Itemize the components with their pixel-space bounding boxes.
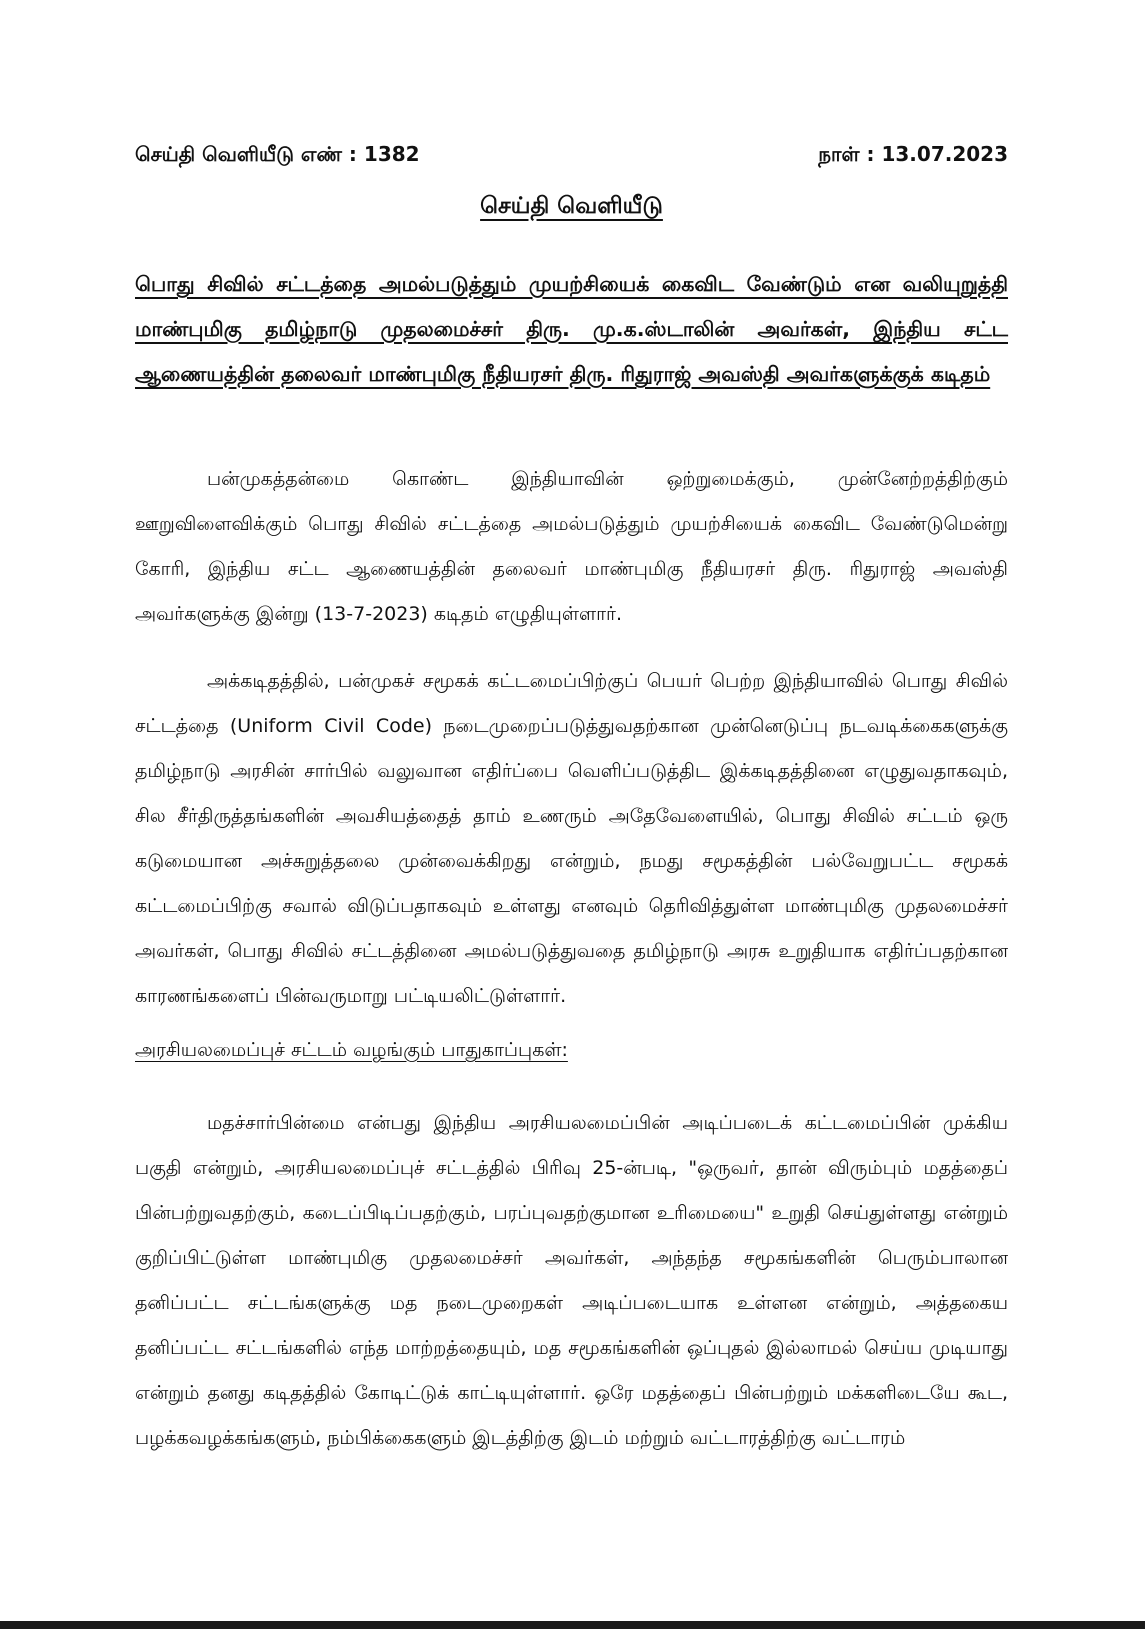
paragraph-3: மதச்சார்பின்மை என்பது இந்திய அரசியலமைப்பின் அடிப்படைக் கட்டமைப்பின் முக்கிய பகுதி என்றும், அரசியலமைப்புச் சட்டத்தில் பிரிவு 25-ன்படி, "ஒருவர், தான் விரும்பும் மதத்தைப் பின்பற்றுவதற்கும், கடைப்பிடிப்பதற்கும், பரப்புவதற்குமான உரிமையை" உறுதி செய்துள்ளது என்றும் குறிப்பிட்டுள்ள மாண்புமிகு முதலமைச்சர் அவர்கள், அந்தந்த சமூகங்களின் பெரும்பாலான தனிப்பட்ட சட்டங்களுக்கு மத நடைமுறைகள் அடிப்படையாக உள்ளன என்றும், அத்தகைய தனிப்பட்ட சட்டங்களில் எந்த மாற்றத்தையும், மத சமூகங்களின் ஒப்புதல் இல்லாமல் செய்ய முடியாது என்றும் தனது கடிதத்தில் கோடிட்டுக் காட்டியுள்ளார். ஒரே மதத்தைப் பின்பற்றும் மக்களிடையே கூட, பழக்கவழக்கங்களும், நம்பிக்கைகளும் இடத்திற்கு இடம் மற்றும் வட்டாரத்திற்கு வட்டாரம் <box>135 1112 1008 1449</box>
release-date: நாள் : 13.07.2023 <box>818 142 1008 166</box>
paragraph-2: அக்கடிதத்தில், பன்முகச் சமூகக் கட்டமைப்பிற்குப் பெயர் பெற்ற இந்தியாவில் பொது சிவில் சட்டத்தை (Uniform Civil Code) நடைமுறைப்படுத்துவதற்கான முன்னெடுப்பு நடவடிக்கைகளுக்கு தமிழ்நாடு அரசின் சார்பில் வலுவான எதிர்ப்பை வெளிப்படுத்திட இக்கடிதத்தினை எழுதுவதாகவும், சில சீர்திருத்தங்களின் அவசியத்தைத் தாம் உணரும் அதேவேளையில், பொது சிவில் சட்டம் ஒரு கடுமையான அச்சுறுத்தலை முன்வைக்கிறது என்றும், நமது சமூகத்தின் பல்வேறுபட்ட சமூகக் கட்டமைப்பிற்கு சவால் விடுப்பதாகவும் உள்ளது எனவும் தெரிவித்துள்ள மாண்புமிகு முதலமைச்சர் அவர்கள், பொது சிவில் சட்டத்தினை அமல்படுத்துவதை தமிழ்நாடு அரசு உறுதியாக எதிர்ப்பதற்கான காரணங்களைப் பின்வருமாறு பட்டியலிட்டுள்ளார். <box>135 670 1008 1007</box>
release-header <box>135 142 1008 172</box>
document-title: செய்தி வெளியீடு <box>480 193 663 219</box>
headline: பொது சிவில் சட்டத்தை அமல்படுத்தும் முயற்சியைக் கைவிட வேண்டும் என வலியுறுத்தி மாண்புமிகு தமிழ்நாடு முதலமைச்சர் திரு. மு.க.ஸ்டாலின் அவர்கள், இந்திய சட்ட ஆணையத்தின் தலைவர் மாண்புமிகு நீதியரசர் திரு. ரிதுராஜ் அவஸ்தி அவர்களுக்குக் கடிதம் <box>135 272 1008 386</box>
paragraph-1: பன்முகத்தன்மை கொண்ட இந்தியாவின் ஒற்றுமைக்கும், முன்னேற்றத்திற்கும் ஊறுவிளைவிக்கும் பொது சிவில் சட்டத்தை அமல்படுத்தும் முயற்சியைக் கைவிட வேண்டுமென்று கோரி, இந்திய சட்ட ஆணையத்தின் தலைவர் மாண்புமிகு நீதியரசர் திரு. ரிதுராஜ் அவஸ்தி அவர்களுக்கு இன்று (13-7-2023) கடிதம் எழுதியுள்ளார். <box>135 468 1008 625</box>
section-heading: அரசியலமைப்புச் சட்டம் வழங்கும் பாதுகாப்புகள்: <box>135 1039 568 1061</box>
release-number: செய்தி வெளியீடு எண் : 1382 <box>135 142 420 166</box>
page-bottom-edge <box>0 1621 1145 1629</box>
